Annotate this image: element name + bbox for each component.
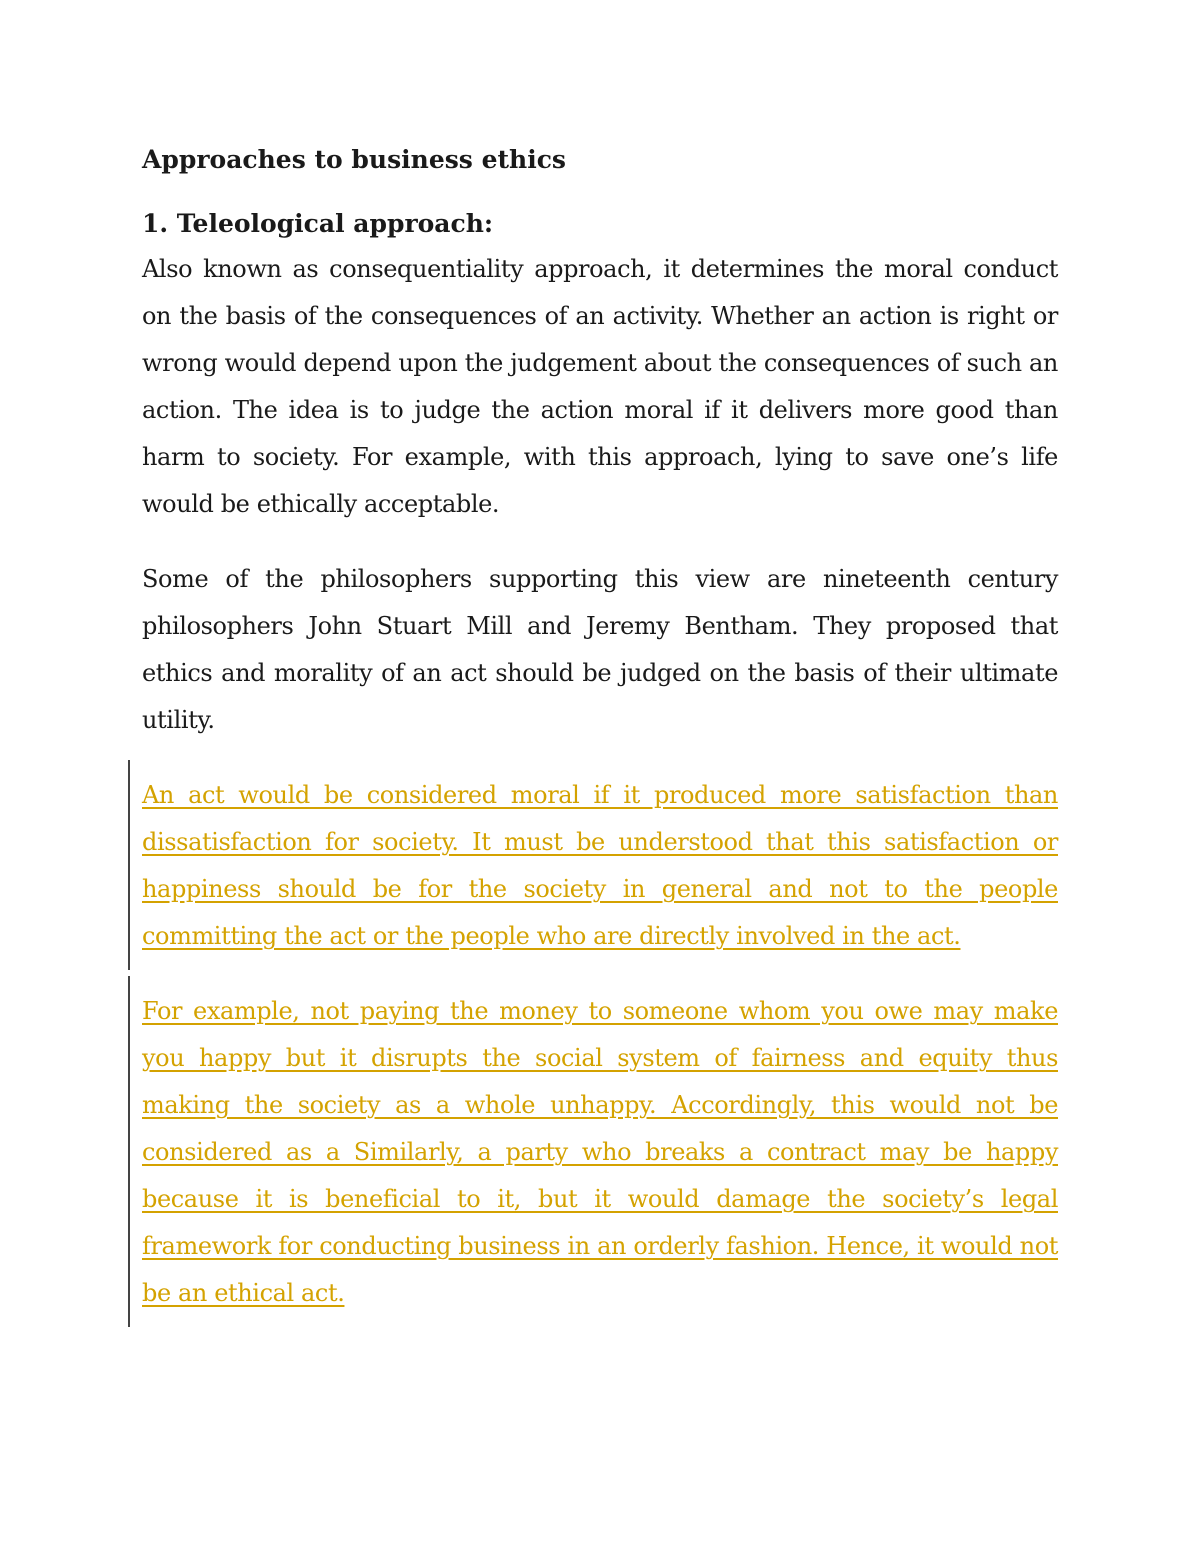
- paragraph-example: For example, not paying the money to someone whom you owe may make you happy but it disrupts the social system of fairness and equity thus making the society as a whole unhappy. Accordingly, this would not be considered as a Similarly, a party who breaks a contract may be happy because it is beneficial to it, but it would damage the society’s legal framework for conducting business in an orderly fashion. Hence, it would not be an ethical act.: [142, 997, 1058, 1307]
- change-bar: [128, 976, 130, 1327]
- tracked-insertion-paragraph: [142, 988, 1058, 1317]
- paragraph-definition: Also known as consequentiality approach, it determines the moral conduct on the basis of the consequences of an activity. Whether an action is right or wrong would depend upon the judgement about the consequences of such an action. The idea is to judge the action moral if it delivers more good than harm to society. For example, with this approach, lying to save one’s life would be ethically acceptable.: [142, 255, 1058, 518]
- section-heading: 1. Teleological approach:: [142, 209, 494, 238]
- paragraph-moral-satisfaction: An act would be considered moral if it produced more satisfaction than dissatisfaction for society. It must be understood that this satisfaction or happiness should be for the society in general and not to the people committing the act or the people who are directly involved in the act.: [142, 781, 1058, 950]
- document-title: Approaches to business ethics: [142, 145, 566, 174]
- change-bar: [128, 760, 130, 970]
- tracked-insertion-paragraph: [142, 772, 1058, 960]
- document-page: [142, 138, 1058, 1345]
- paragraph-philosophers: Some of the philosophers supporting this view are nineteenth century philosophers John Stuart Mill and Jeremy Bentham. They proposed that ethics and morality of an act should be judged on the basis of their ultimate utility.: [142, 565, 1058, 734]
